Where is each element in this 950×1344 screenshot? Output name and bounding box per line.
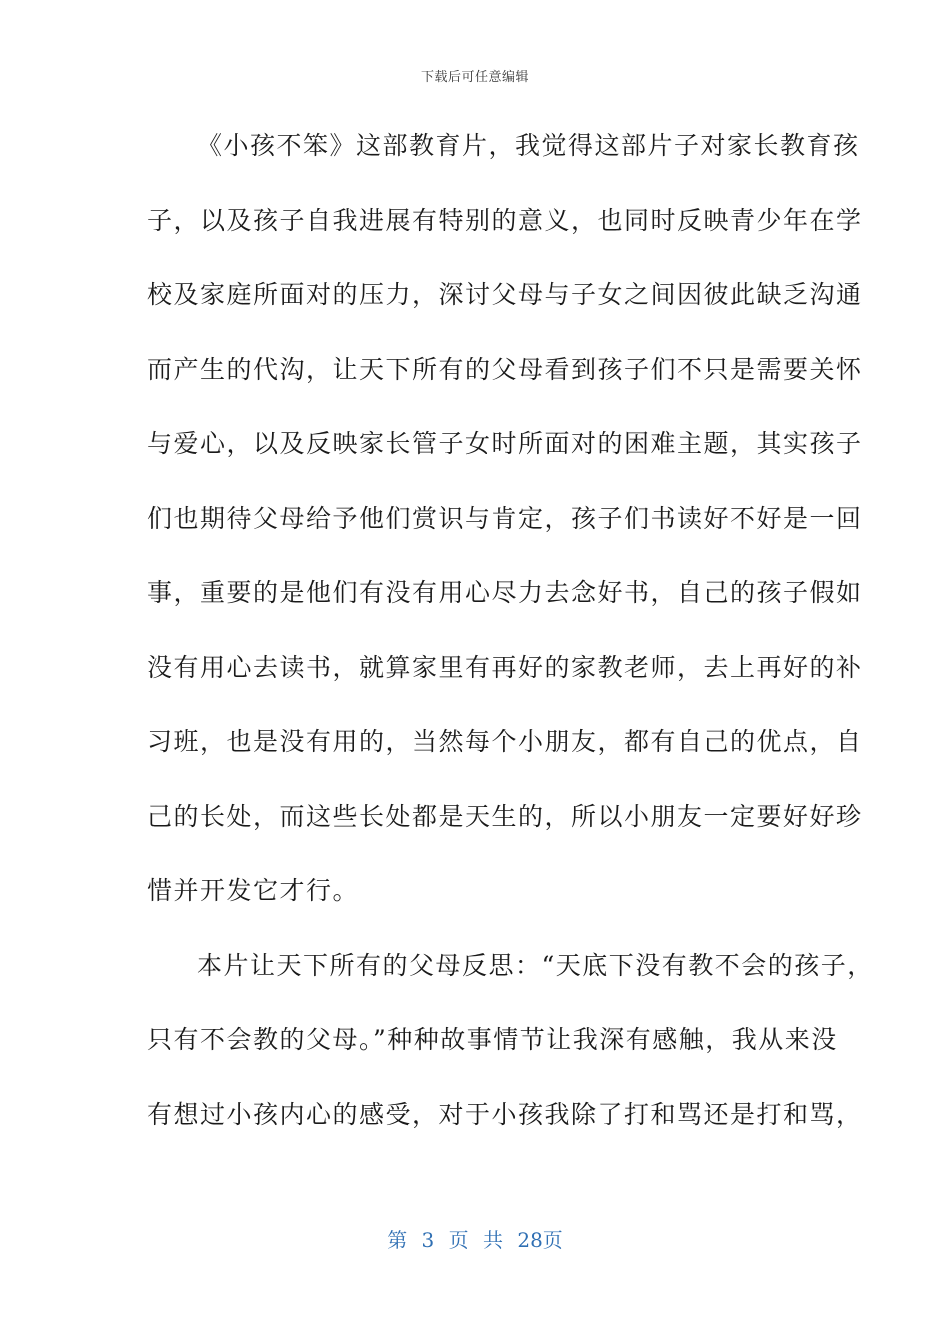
paragraph-line: 只有不会教的父母。”种种故事情节让我深有感触，我从来没	[147, 1025, 838, 1054]
paragraph-line: 子，以及孩子自我进展有特别的意义，也同时反映青少年在学	[147, 205, 863, 235]
paragraph-line: 有想过小孩内心的感受，对于小孩我除了打和骂还是打和骂，	[147, 1099, 863, 1129]
document-body	[147, 124, 874, 1167]
paragraph-line: 而产生的代沟，让天下所有的父母看到孩子们不只是需要关怀	[147, 354, 863, 384]
paragraph-line: 本片让天下所有的父母反思：“天底下没有教不会的孩子，	[197, 950, 874, 980]
paragraph-line: 校及家庭所面对的压力，深讨父母与子女之间因彼此缺乏沟通	[147, 280, 863, 309]
footer-page-label: 第	[387, 1228, 408, 1252]
paragraph-line: 己的长处，而这些长处都是天生的，所以小朋友一定要好好珍	[147, 801, 863, 831]
paragraph-line: 《小孩不笨》这部教育片，我觉得这部片子对家长教育孩	[197, 131, 860, 160]
paragraph-line: 惜并开发它才行。	[147, 876, 360, 905]
paragraph-line: 事，重要的是他们有没有用心尽力去念好书，自己的孩子假如	[147, 578, 863, 607]
footer-total-pages: 28页	[517, 1228, 563, 1252]
page-header: 下载后可任意编辑	[420, 70, 529, 85]
paragraph-line: 们也期待父母给予他们赏识与肯定，孩子们书读好不好是一回	[147, 503, 863, 533]
paragraph-line: 与爱心，以及反映家长管子女时所面对的困难主题，其实孩子	[147, 429, 863, 458]
footer-total-label: 共	[483, 1228, 503, 1252]
paragraph-line: 习班，也是没有用的，当然每个小朋友，都有自己的优点，自	[147, 727, 863, 756]
page-footer	[0, 1224, 950, 1253]
paragraph-line: 没有用心去读书，就算家里有再好的家教老师，去上再好的补	[147, 652, 863, 682]
footer-page-unit: 页	[448, 1228, 469, 1252]
footer-current-page: 3	[421, 1228, 435, 1252]
